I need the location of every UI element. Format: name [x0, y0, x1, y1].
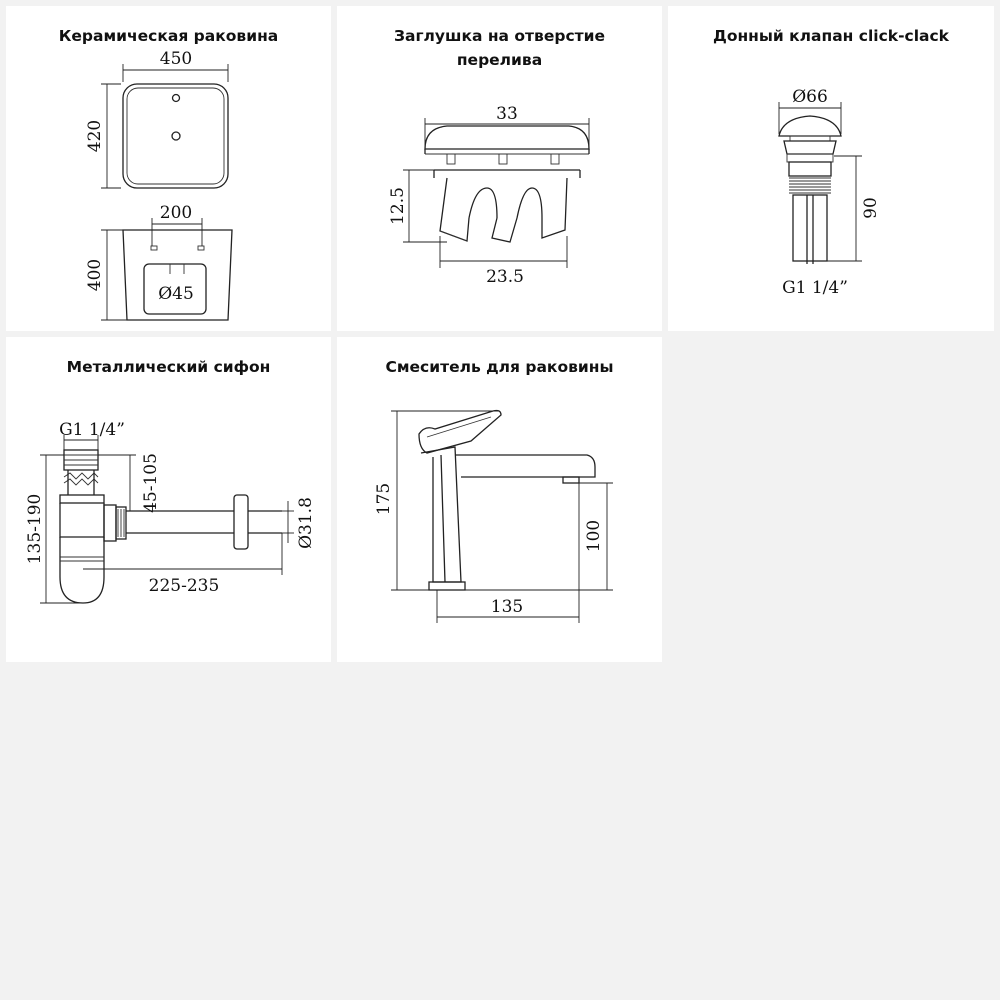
siphon-pipe-length-label: 225-235	[148, 576, 220, 596]
siphon-total-height-label: 135-190	[25, 493, 45, 565]
valve-diameter-label: Ø66	[792, 87, 828, 107]
valve-thread-label: G1 1/4”	[782, 278, 848, 298]
valve-drawing	[668, 6, 994, 331]
sink-drain-label: Ø45	[158, 284, 194, 304]
card-overflow-cap	[337, 6, 662, 331]
valve-thread	[789, 178, 831, 193]
overflow-cap-width-label: 33	[496, 104, 518, 124]
overflow-cap-drawing	[337, 6, 662, 331]
siphon-upper-height-label: 45-105	[141, 453, 161, 513]
card-title: Заглушка на отверстие перелива	[393, 27, 606, 69]
siphon-upper-height-dimension	[98, 453, 161, 513]
valve-shape	[779, 116, 841, 264]
mixer-spout-height-dimension	[465, 483, 613, 590]
siphon-pipe-diameter-label: Ø31.8	[296, 497, 316, 549]
siphon-thread-dimension	[59, 420, 125, 450]
card-title: Металлический сифон	[66, 358, 271, 376]
mixer-drawing	[337, 337, 662, 662]
overflow-cap-height-label: 12.5	[388, 187, 408, 225]
card-metal-siphon	[6, 337, 331, 662]
sink-front-view	[123, 230, 232, 320]
mixer-reach-label: 135	[490, 597, 524, 617]
siphon-drawing	[6, 337, 331, 662]
sink-height-dimension	[85, 230, 127, 320]
siphon-pipe-diameter-dimension	[282, 497, 316, 549]
sink-depth-label: 420	[85, 119, 105, 153]
card-title: Керамическая раковина	[58, 27, 279, 45]
overflow-base-width-label: 23.5	[486, 267, 524, 287]
sink-height-label: 400	[85, 258, 105, 292]
card-title: Донный клапан click-clack	[713, 27, 949, 45]
card-click-clack-valve	[668, 6, 994, 331]
sink-drawing	[6, 6, 331, 331]
siphon-thread-label: G1 1/4”	[59, 420, 125, 440]
sink-front-width-dimension	[152, 203, 202, 246]
overflow-cap-height-dimension	[388, 170, 447, 242]
mixer-shape	[419, 411, 595, 591]
siphon-pipe-length-dimension	[83, 533, 282, 596]
card-title: Смеситель для раковины	[385, 358, 614, 376]
mixer-spout-height-label: 100	[584, 519, 604, 553]
sink-top-view	[123, 84, 228, 188]
mixer-height-dimension	[374, 411, 499, 590]
overflow-cap-shape	[425, 126, 589, 242]
valve-diameter-dimension	[779, 87, 841, 134]
valve-height-label: 90	[861, 197, 881, 219]
card-ceramic-sink	[6, 6, 331, 331]
mixer-reach-dimension	[437, 483, 579, 623]
card-sink-mixer	[337, 337, 662, 662]
sink-front-width-label: 200	[159, 203, 193, 223]
sink-depth-dimension	[85, 84, 121, 188]
overflow-base-width-dimension	[440, 236, 567, 287]
sink-width-dimension	[123, 49, 228, 82]
mixer-height-label: 175	[374, 482, 394, 516]
valve-height-dimension	[827, 156, 881, 261]
sink-width-label: 450	[159, 49, 193, 69]
